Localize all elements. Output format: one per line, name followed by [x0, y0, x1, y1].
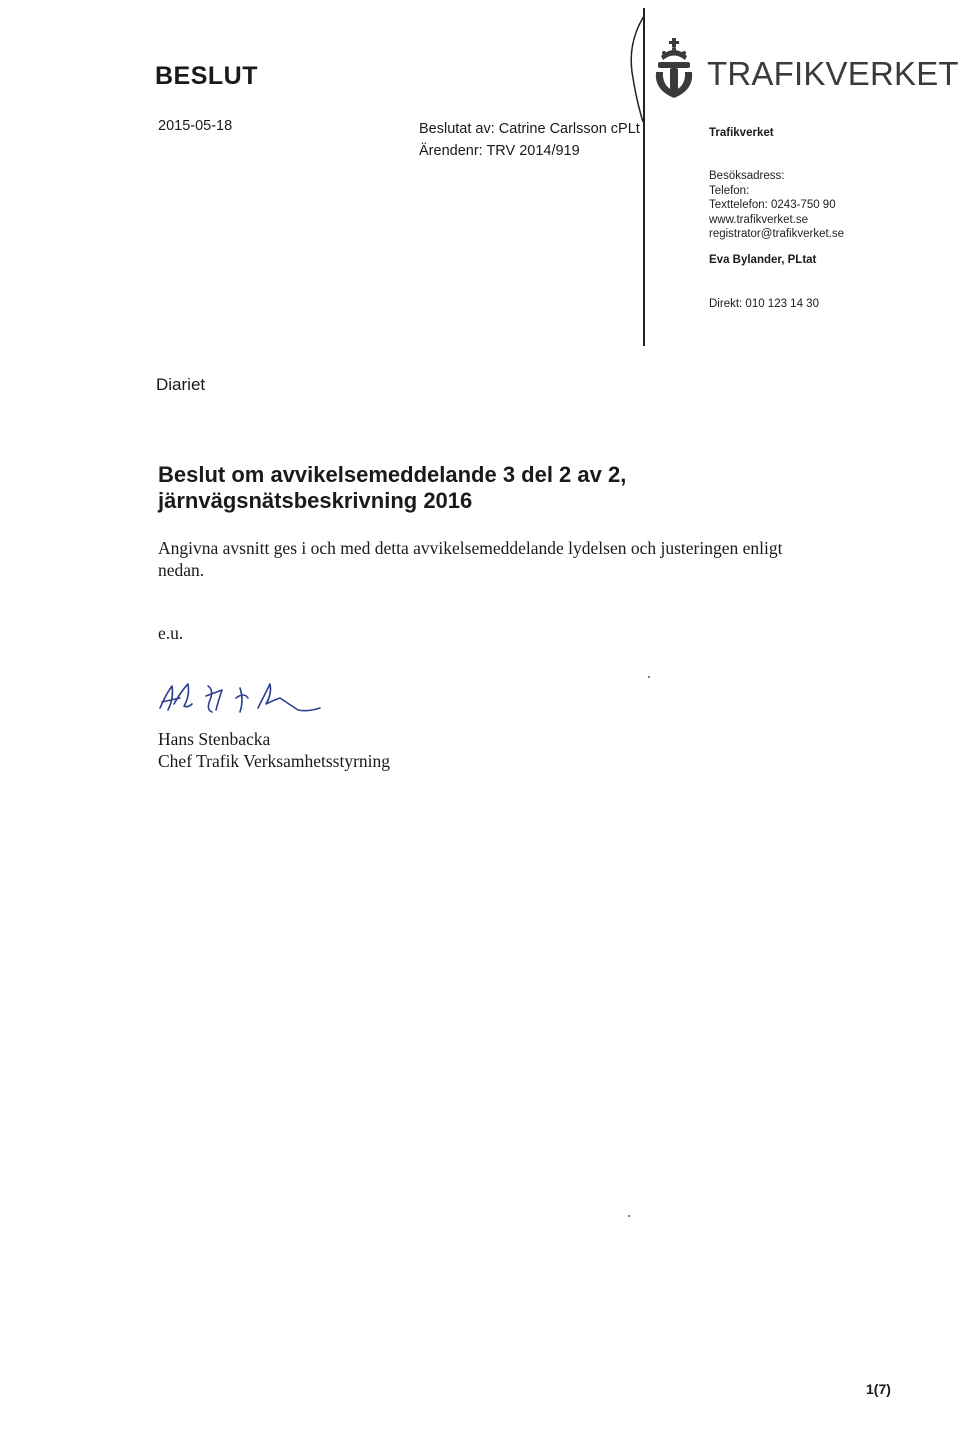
- brand-wordmark: TRAFIKVERKET: [707, 55, 959, 92]
- decision-meta: [419, 118, 640, 162]
- direct-phone: Direkt: 010 123 14 30: [709, 298, 819, 310]
- contact-person: Eva Bylander, PLtat: [709, 254, 817, 266]
- subject-heading: [158, 462, 758, 514]
- closing-abbreviation: e.u.: [158, 623, 184, 643]
- trafikverket-logo-icon: [652, 38, 700, 100]
- email-link[interactable]: registrator@trafikverket.se: [709, 228, 845, 240]
- signatory-title: Chef Trafik Verksamhetsstyrning: [158, 751, 391, 771]
- case-number: Ärendenr: TRV 2014/919: [419, 143, 580, 159]
- text-phone: Texttelefon: 0243-750 90: [709, 199, 836, 211]
- body-paragraph: Angivna avsnitt ges i och med detta avvikelsemeddelande lydelsen och justeringen enligt nedan.: [158, 538, 783, 580]
- visiting-address: Besöksadress:: [709, 170, 785, 182]
- decision-date: 2015-05-18: [158, 118, 233, 134]
- signatory-name: Hans Stenbacka: [158, 729, 271, 749]
- decided-by: Beslutat av: Catrine Carlsson cPLt: [419, 121, 640, 137]
- subject-line-1: Beslut om avvikelsemeddelande 3 del 2 av 2,: [158, 462, 627, 487]
- scan-speck: [628, 1215, 630, 1217]
- page-number: 1(7): [866, 1381, 891, 1397]
- subject-line-2: järnvägsnätsbeskrivning 2016: [158, 488, 473, 513]
- header-divider: [643, 8, 645, 346]
- handwritten-signature: [148, 668, 328, 720]
- sender-contact-block: [709, 169, 844, 242]
- sender-organisation: Trafikverket: [709, 127, 774, 139]
- scan-speck: [648, 676, 650, 678]
- phone: Telefon:: [709, 184, 750, 197]
- recipient: Diariet: [156, 375, 206, 394]
- document-type-heading: BESLUT: [155, 62, 258, 90]
- website-link[interactable]: www.trafikverket.se: [709, 213, 809, 226]
- signatory-block: [158, 728, 390, 772]
